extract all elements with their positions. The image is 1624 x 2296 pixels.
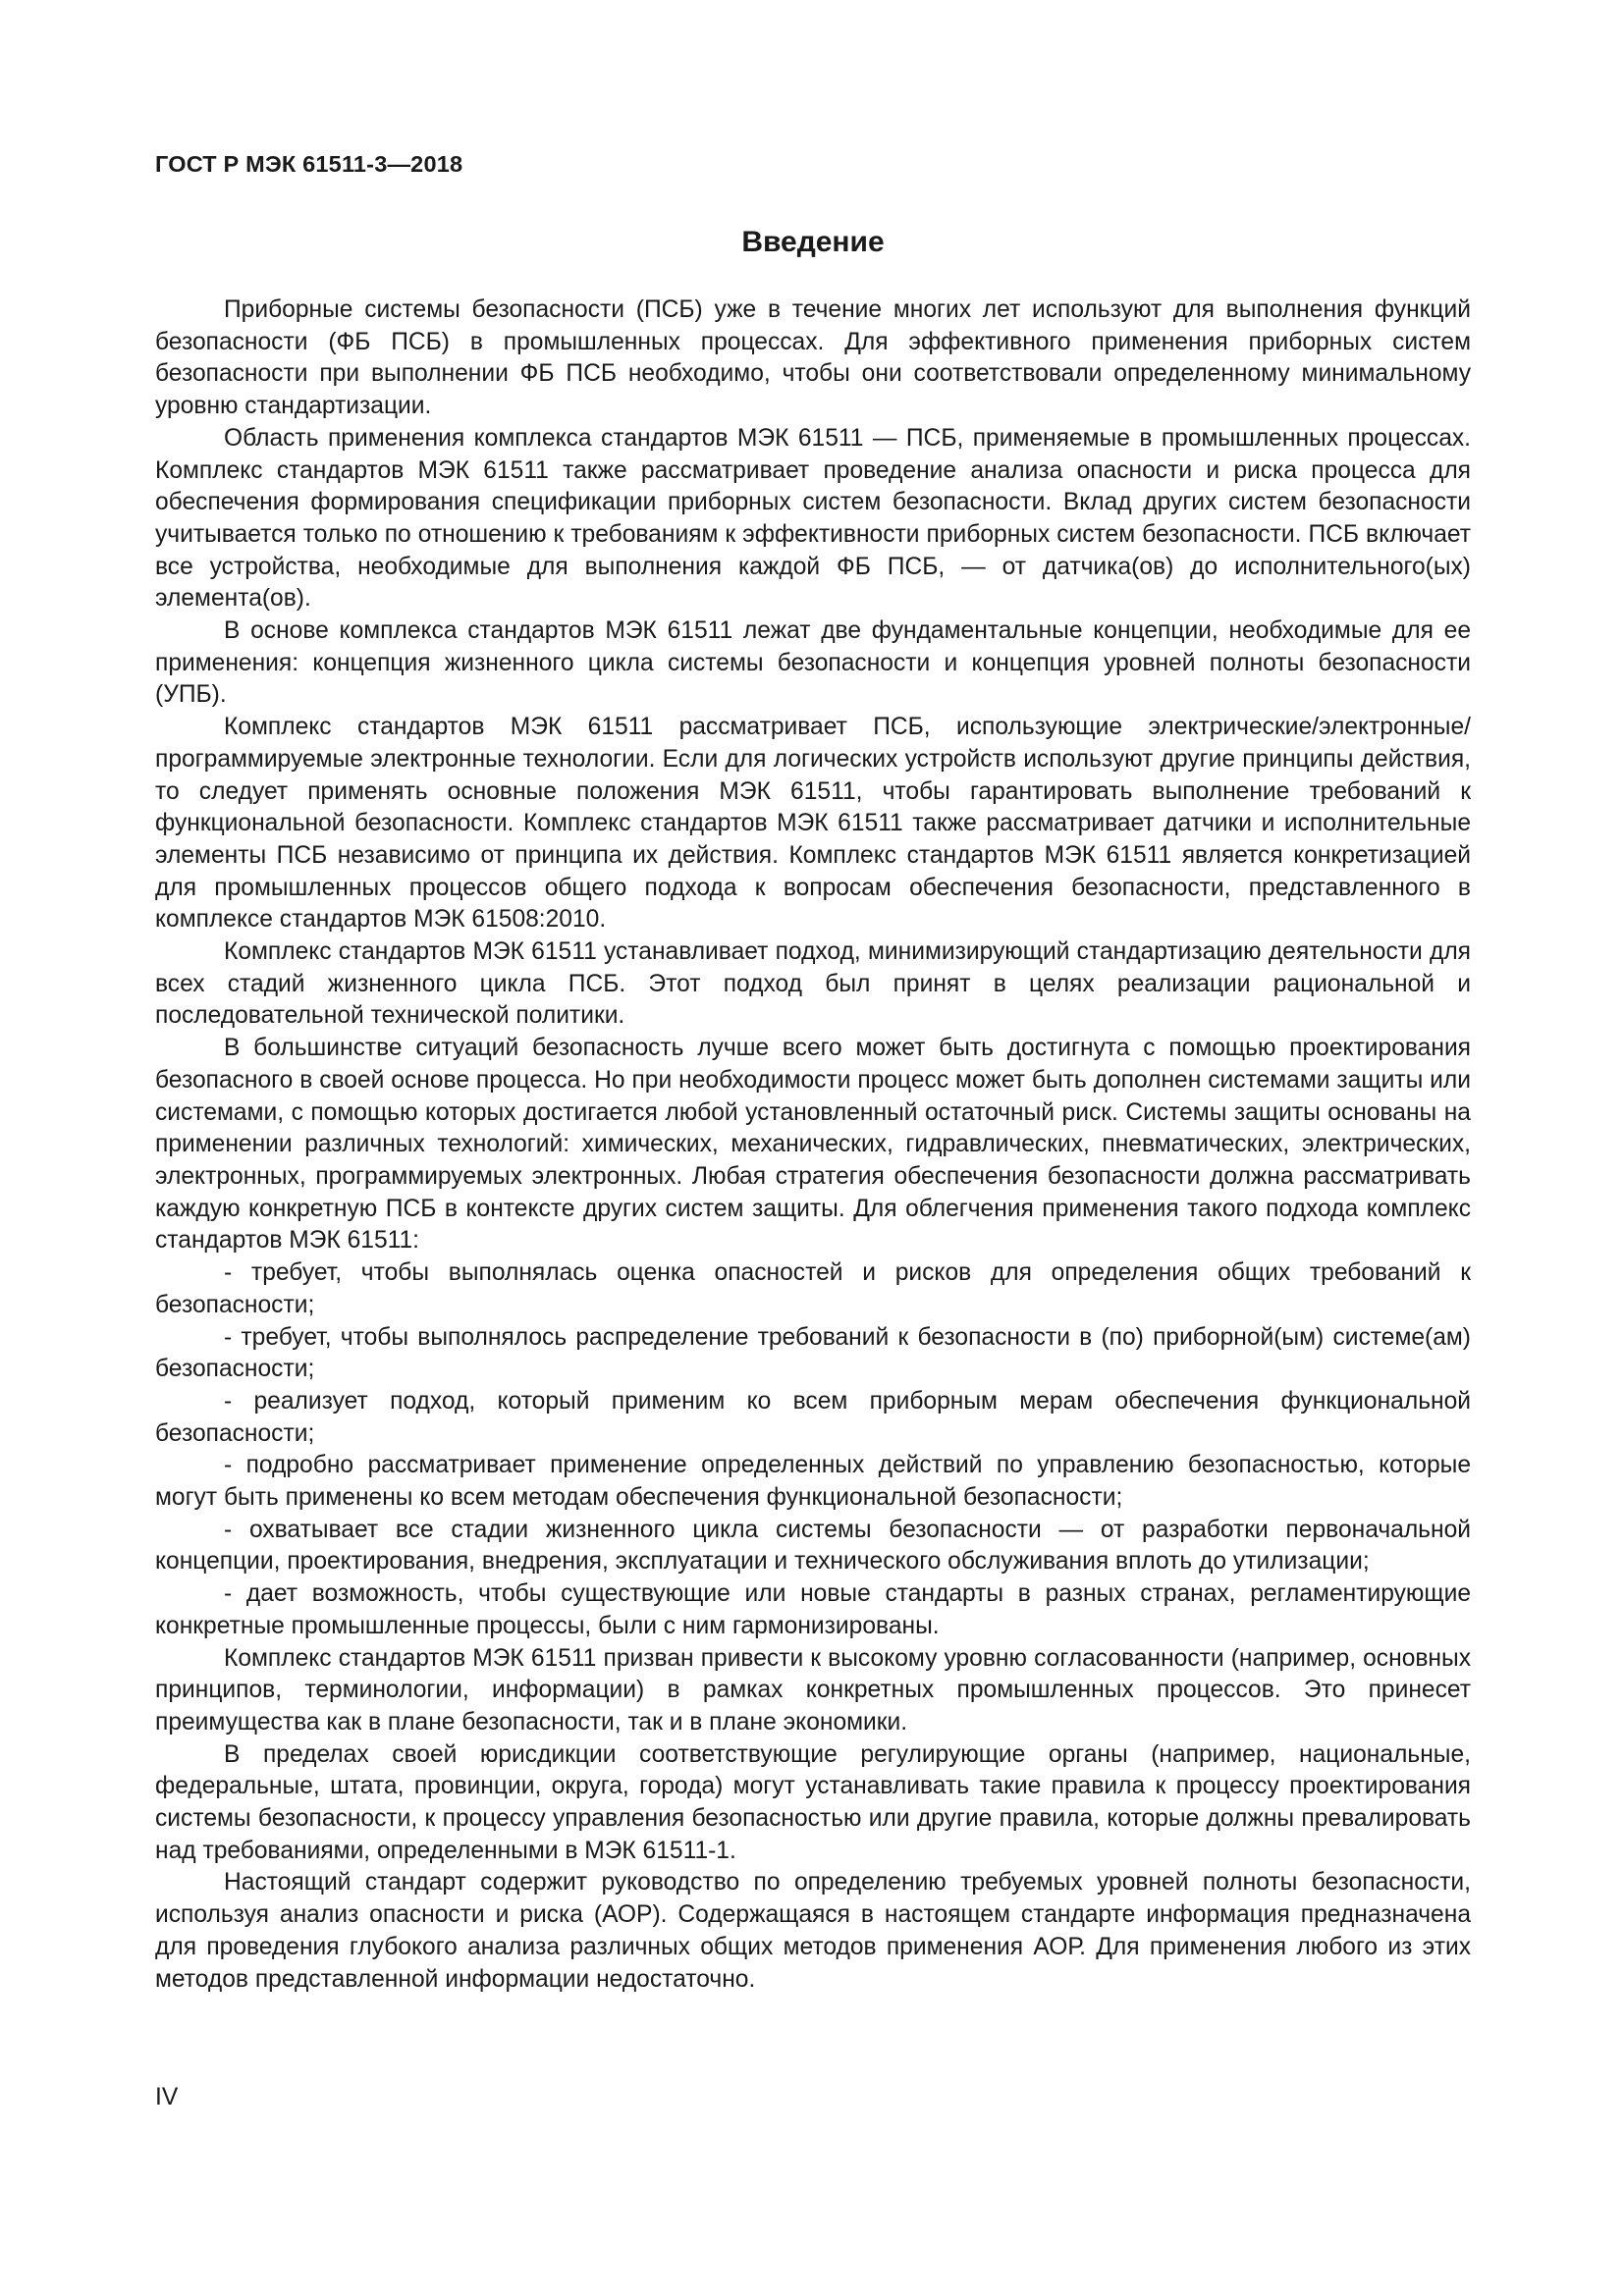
paragraph: Комплекс стандартов МЭК 61511 устанавливает подход, минимизирующий стандартизацию деятельности для всех стадий жизненного цикла ПСБ. Этот подход был принят в целях реализации рациональной и последовательной технической политики.	[155, 938, 1471, 1030]
paragraph: В основе комплекса стандартов МЭК 61511 лежат две фундаментальные концепции, необходимые для ее применения: концепция жизненного цикла системы безопасности и концепция уровней полноты безопасности (УПБ).	[155, 617, 1471, 709]
body-text	[155, 294, 1471, 1996]
list-item: - требует, чтобы выполнялось распределение требований к безопасности в (по) приборной(ым) системе(ам) безопасности;	[155, 1323, 1471, 1383]
paragraph: Настоящий стандарт содержит руководство по определению требуемых уровней полноты безопасности, используя анализ опасности и риска (АОР). Содержащаяся в настоящем стандарте информация предназначена для проведения глубокого анализа различных общих методов применения АОР. Для применения любого из этих методов представленной информации недостаточно.	[155, 1869, 1471, 1993]
list-item: - подробно рассматривает применение определенных действий по управлению безопасностью, которые могут быть применены ко всем методам обеспечения функциональной безопасности;	[155, 1452, 1471, 1512]
paragraph: Приборные системы безопасности (ПСБ) уже в течение многих лет используют для выполнения функций безопасности (ФБ ПСБ) в промышленных процессах. Для эффективного применения приборных систем безопасности при выполнении ФБ ПСБ необходимо, чтобы они соответствовали определенному минимальному уровню стандартизации.	[155, 296, 1471, 420]
list-item: - реализует подход, который применим ко всем приборным мерам обеспечения функциональной безопасности;	[155, 1387, 1471, 1447]
paragraph: В пределах своей юрисдикции соответствующие регулирующие органы (например, национальные, федеральные, штата, провинции, округа, города) могут устанавливать такие правила к процессу проектирования системы безопасности, к процессу управления безопасностью или другие правила, которые должны превалировать над требованиями, определенными в МЭК 61511-1.	[155, 1740, 1471, 1864]
paragraph: Комплекс стандартов МЭК 61511 призван привести к высокому уровню согласованности (например, основных принципов, терминологии, информации) в рамках конкретных промышленных процессов. Это принесет преимущества как в плане безопасности, так и в плане экономики.	[155, 1644, 1471, 1735]
paragraph: Комплекс стандартов МЭК 61511 рассматривает ПСБ, использующие электрические/электронные/программируемые электронные технологии. Если для логических устройств используют другие принципы действия, то следует применять основные положения МЭК 61511, чтобы гарантировать выполнение требований к функциональной безопасности. Комплекс стандартов МЭК 61511 также рассматривает датчики и исполнительные элементы ПСБ независимо от принципа их действия. Комплекс стандартов МЭК 61511 является конкретизацией для промышленных процессов общего подхода к вопросам обеспечения безопасности, представленного в комплексе стандартов МЭК 61508:2010.	[155, 714, 1471, 934]
paragraph: В большинстве ситуаций безопасность лучше всего может быть достигнута с помощью проектирования безопасного в своей основе процесса. Но при необходимости процесс может быть дополнен системами защиты или системами, с помощью которых достигается любой установленный остаточный риск. Системы защиты основаны на применении различных технологий: химических, механических, гидравлических, пневматических, электрических, электронных, программируемых электронных. Любая стратегия обеспечения безопасности должна рассматривать каждую конкретную ПСБ в контексте других систем защиты. Для облегчения применения такого подхода комплекс стандартов МЭК 61511:	[155, 1035, 1471, 1255]
list-item: - дает возможность, чтобы существующие или новые стандарты в разных странах, регламентирующие конкретные промышленные процессы, были с ним гармонизированы.	[155, 1580, 1471, 1639]
paragraph: Область применения комплекса стандартов МЭК 61511 — ПСБ, применяемые в промышленных процессах. Комплекс стандартов МЭК 61511 также рассматривает проведение анализа опасности и риска процесса для обеспечения формирования спецификации приборных систем безопасности. Вклад других систем безопасности учитывается только по отношению к требованиям к эффективности приборных систем безопасности. ПСБ включает все устройства, необходимые для выполнения каждой ФБ ПСБ, — от датчика(ов) до исполнительного(ых) элемента(ов).	[155, 424, 1471, 613]
list-item: - требует, чтобы выполнялась оценка опасностей и рисков для определения общих требований к безопасности;	[155, 1259, 1471, 1318]
list-item: - охватывает все стадии жизненного цикла системы безопасности — от разработки первоначальной концепции, проектирования, внедрения, эксплуатации и технического обслуживания вплоть до утилизации;	[155, 1516, 1471, 1575]
standard-code-header: ГОСТ Р МЭК 61511-3—2018	[155, 151, 463, 177]
page-number: IV	[155, 2084, 179, 2110]
section-title: Введение	[741, 226, 885, 258]
